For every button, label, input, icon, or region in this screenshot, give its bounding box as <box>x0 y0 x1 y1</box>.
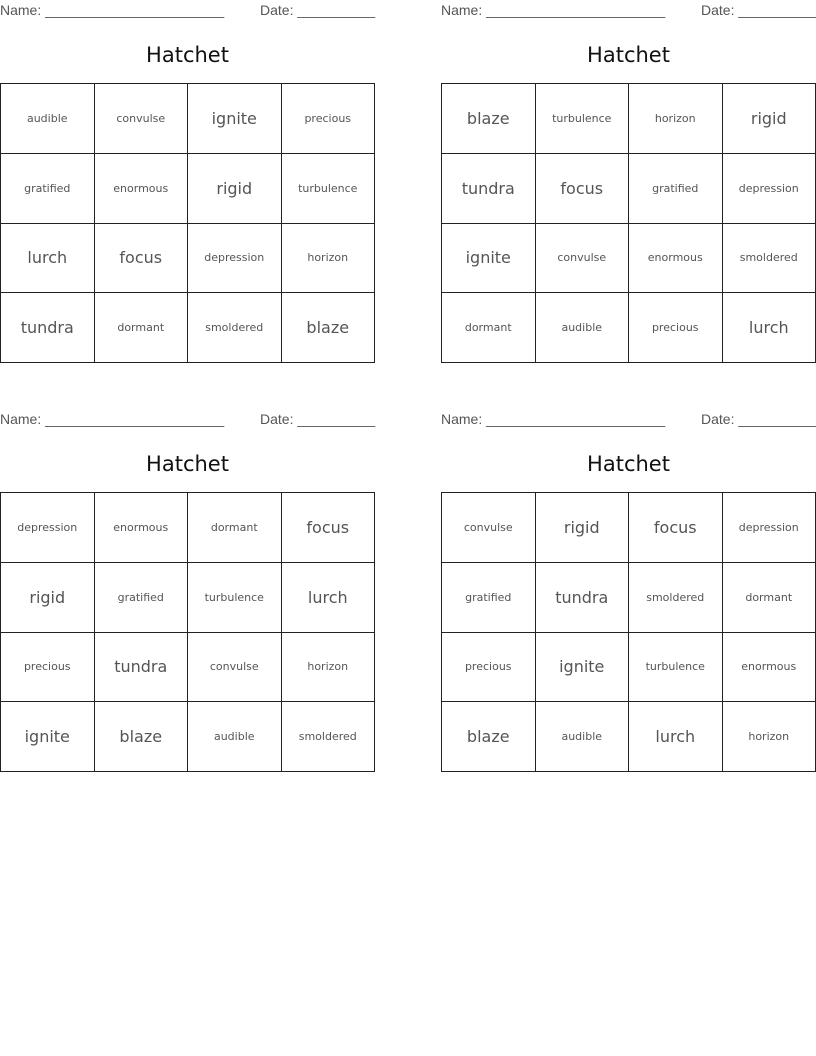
grid-cell: convulse <box>95 84 189 154</box>
grid-cell: ignite <box>188 84 282 154</box>
name-field: Name: _______________________ <box>0 2 225 18</box>
grid-cell: focus <box>629 493 723 563</box>
bingo-grid <box>0 492 375 772</box>
grid-cell: horizon <box>282 633 376 703</box>
grid-cell: smoldered <box>282 702 376 772</box>
grid-cell: depression <box>1 493 95 563</box>
grid-cell: gratified <box>1 154 95 224</box>
grid-cell: rigid <box>723 84 816 154</box>
grid-cell: blaze <box>442 702 536 772</box>
grid-cell: gratified <box>95 563 189 633</box>
grid-cell: blaze <box>442 84 536 154</box>
grid-cell: horizon <box>723 702 816 772</box>
grid-cell: lurch <box>1 224 95 294</box>
card-header <box>0 1 376 19</box>
grid-cell: tundra <box>536 563 630 633</box>
grid-cell: rigid <box>536 493 630 563</box>
grid-cell: enormous <box>629 224 723 294</box>
card-header <box>0 410 376 428</box>
card-title: Hatchet <box>146 452 229 476</box>
grid-cell: dormant <box>95 293 189 363</box>
grid-cell: focus <box>95 224 189 294</box>
grid-cell: depression <box>188 224 282 294</box>
grid-cell: gratified <box>629 154 723 224</box>
grid-cell: dormant <box>723 563 816 633</box>
grid-cell: dormant <box>442 293 536 363</box>
grid-cell: convulse <box>188 633 282 703</box>
name-field: Name: _______________________ <box>0 411 225 427</box>
grid-cell: focus <box>282 493 376 563</box>
card-title: Hatchet <box>146 43 229 67</box>
date-field: Date: __________ <box>701 411 816 427</box>
grid-cell: rigid <box>188 154 282 224</box>
grid-cell: blaze <box>282 293 376 363</box>
grid-cell: audible <box>1 84 95 154</box>
grid-cell: turbulence <box>536 84 630 154</box>
date-field: Date: __________ <box>260 411 376 427</box>
grid-cell: precious <box>629 293 723 363</box>
grid-cell: tundra <box>1 293 95 363</box>
grid-cell: turbulence <box>188 563 282 633</box>
name-field: Name: _______________________ <box>441 2 666 18</box>
grid-cell: audible <box>188 702 282 772</box>
grid-cell: tundra <box>442 154 536 224</box>
grid-cell: smoldered <box>723 224 816 294</box>
grid-cell: lurch <box>629 702 723 772</box>
grid-cell: enormous <box>723 633 816 703</box>
grid-cell: tundra <box>95 633 189 703</box>
grid-cell: precious <box>282 84 376 154</box>
grid-cell: dormant <box>188 493 282 563</box>
grid-cell: horizon <box>282 224 376 294</box>
grid-cell: precious <box>442 633 536 703</box>
grid-cell: rigid <box>1 563 95 633</box>
grid-cell: precious <box>1 633 95 703</box>
name-field: Name: _______________________ <box>441 411 666 427</box>
grid-cell: focus <box>536 154 630 224</box>
grid-cell: convulse <box>442 493 536 563</box>
grid-cell: blaze <box>95 702 189 772</box>
date-field: Date: __________ <box>701 2 816 18</box>
grid-cell: depression <box>723 154 816 224</box>
grid-cell: audible <box>536 702 630 772</box>
grid-cell: enormous <box>95 154 189 224</box>
grid-cell: turbulence <box>282 154 376 224</box>
grid-cell: lurch <box>723 293 816 363</box>
card-title: Hatchet <box>587 43 670 67</box>
grid-cell: enormous <box>95 493 189 563</box>
grid-cell: horizon <box>629 84 723 154</box>
grid-cell: ignite <box>1 702 95 772</box>
grid-cell: lurch <box>282 563 376 633</box>
grid-cell: smoldered <box>629 563 723 633</box>
grid-cell: ignite <box>442 224 536 294</box>
grid-cell: convulse <box>536 224 630 294</box>
grid-cell: audible <box>536 293 630 363</box>
bingo-grid <box>0 83 375 363</box>
grid-cell: ignite <box>536 633 630 703</box>
grid-cell: smoldered <box>188 293 282 363</box>
card-header <box>441 410 816 428</box>
bingo-grid <box>441 83 816 363</box>
bingo-grid <box>441 492 816 772</box>
card-title: Hatchet <box>587 452 670 476</box>
grid-cell: depression <box>723 493 816 563</box>
grid-cell: turbulence <box>629 633 723 703</box>
grid-cell: gratified <box>442 563 536 633</box>
card-header <box>441 1 816 19</box>
date-field: Date: __________ <box>260 2 376 18</box>
